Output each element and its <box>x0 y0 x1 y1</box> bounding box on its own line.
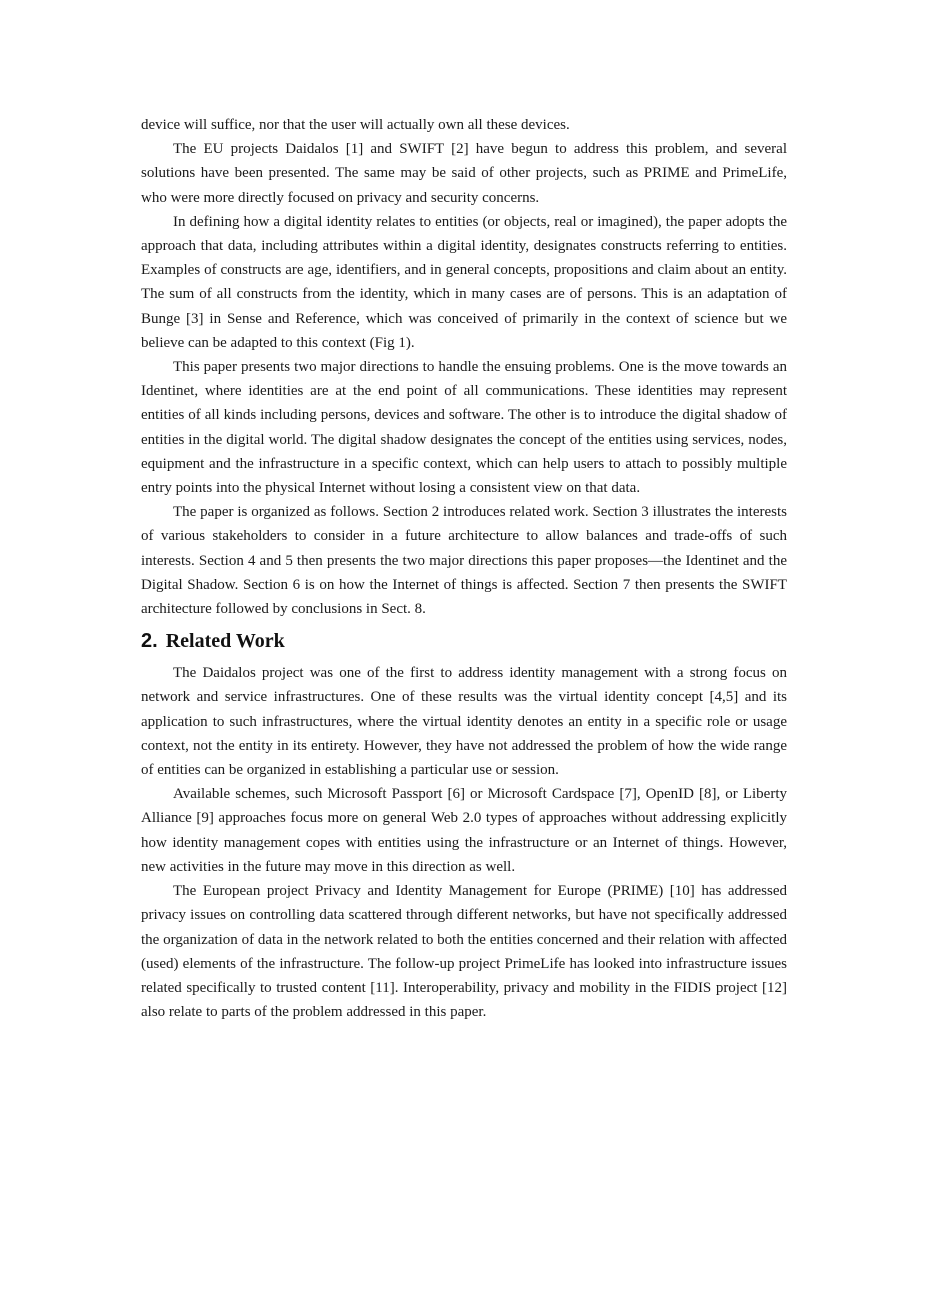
section-title: Related Work <box>165 630 285 653</box>
intro-paragraph-organization: The paper is organized as follows. Section 2 introduces related work. Section 3 illustrates the interests of various stakeholders to consider in a future architecture to allow balances and trade-offs of such interests. Section 4 and 5 then presents the two major directions this paper proposes—the Identinet and the Digital Shadow. Section 6 is on how the Internet of things is affected. Section 7 then presents the SWIFT architecture followed by conclusions in Sect. 8. <box>141 504 787 618</box>
paper-page <box>141 113 787 1024</box>
related-work-paragraph-daidalos: The Daidalos project was one of the first to address identity management with a strong focus on network and service infrastructures. One of these results was the virtual identity concept [4,5] and its application to such infrastructures, where the virtual identity denotes an entity in a specific role or usage context, not the entity in its entirety. However, they have not addressed the problem of how the wide range of entities can be organized in establishing a particular use or session. <box>141 665 787 779</box>
section-heading-related-work <box>141 629 787 653</box>
related-work-paragraph-schemes: Available schemes, such Microsoft Passport [6] or Microsoft Cardspace [7], OpenID [8], or Liberty Alliance [9] approaches focus more on general Web 2.0 types of approaches without addressing explicitly how identity management copes with entities using the infrastructure or an Internet of things. However, new activities in the future may move in this direction as well. <box>141 786 787 875</box>
intro-paragraph-digital-identity: In defining how a digital identity relates to entities (or objects, real or imagined), the paper adopts the approach that data, including attributes within a digital identity, designates constructs referring to entities. Examples of constructs are age, identifiers, and in general concepts, propositions and claim about an entity. The sum of all constructs from the identity, which in many cases are of persons. This is an adaptation of Bunge [3] in Sense and Reference, which was conceived of primarily in the context of science but we believe can be adapted to this context (Fig 1). <box>141 213 787 351</box>
intro-paragraph-continuation: device will suffice, nor that the user will actually own all these devices. <box>141 117 570 133</box>
intro-paragraph-eu-projects: The EU projects Daidalos [1] and SWIFT [2] have begun to address this problem, and several solutions have been presented. The same may be said of other projects, such as PRIME and PrimeLife, who were more directly focused on privacy and security concerns. <box>141 141 787 206</box>
section-number: 2. <box>141 630 158 653</box>
related-work-paragraph-prime: The European project Privacy and Identity Management for Europe (PRIME) [10] has addressed privacy issues on controlling data scattered through different networks, but have not specifically addressed the organization of data in the network related to both the entities concerned and their relation with affected (used) elements of the infrastructure. The follow-up project PrimeLife has looked into infrastructure issues related specifically to trusted content [11]. Interoperability, privacy and mobility in the FIDIS project [12] also relate to parts of the problem addressed in this paper. <box>141 883 787 1021</box>
intro-paragraph-directions: This paper presents two major directions to handle the ensuing problems. One is the move towards an Identinet, where identities are at the end point of all communications. These identities may represent entities of all kinds including persons, devices and software. The other is to introduce the digital shadow of entities in the digital world. The digital shadow designates the concept of the entities using services, nodes, equipment and the infrastructure in a specific context, which can help users to attach to possibly multiple entry points into the physical Internet without losing a consistent view on that data. <box>141 359 787 497</box>
